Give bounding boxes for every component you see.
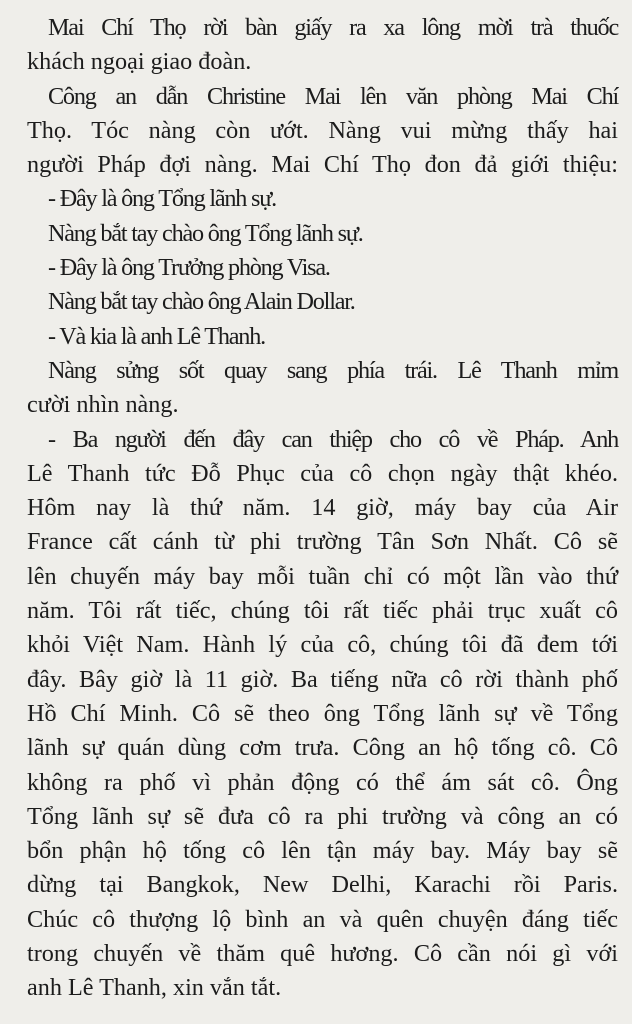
text-line: cười nhìn nàng. — [27, 391, 179, 419]
text-line: lãnh sự quán dùng cơm trưa. Công an hộ tống cô. Cô — [27, 734, 618, 762]
text-line: - Và kia là anh Lê Thanh. — [48, 322, 265, 350]
text-line: anh Lê Thanh, xin vắn tắt. — [27, 974, 282, 1002]
text-line: khỏi Việt Nam. Hành lý của cô, chúng tôi đã đem tới — [27, 631, 618, 659]
text-line: Tổng lãnh sự sẽ đưa cô ra phi trường và công an có — [27, 802, 618, 830]
text-line: Hồ Chí Minh. Cô sẽ theo ông Tổng lãnh sự về Tổng — [27, 699, 618, 727]
text-line: Hôm nay là thứ năm. 14 giờ, máy bay của Air — [27, 494, 618, 522]
text-line: người Pháp đợi nàng. Mai Chí Thọ đon đả giới thiệu: — [27, 151, 618, 179]
text-line: Nàng bắt tay chào ông Tổng lãnh sự. — [48, 219, 363, 247]
text-line: Thọ. Tóc nàng còn ướt. Nàng vui mừng thấy hai — [27, 116, 618, 144]
text-line: - Đây là ông Tổng lãnh sự. — [48, 185, 277, 213]
text-line: trong chuyến về thăm quê hương. Cô cần nói gì với — [27, 940, 618, 968]
text-line: - Đây là ông Trưởng phòng Visa. — [48, 254, 330, 282]
text-line: - Ba người đến đây can thiệp cho cô về Pháp. Anh — [48, 425, 618, 453]
text-line: lên chuyến máy bay mỗi tuần chỉ có một lần vào thứ — [27, 562, 618, 590]
text-line: Lê Thanh tức Đỗ Phục của cô chọn ngày thật khéo. — [27, 459, 618, 487]
text-line: Chúc cô thượng lộ bình an và quên chuyện đáng tiếc — [27, 905, 618, 933]
text-line: đây. Bây giờ là 11 giờ. Ba tiếng nữa cô rời thành phố — [27, 665, 618, 693]
text-line: France cất cánh từ phi trường Tân Sơn Nhất. Cô sẽ — [27, 528, 618, 556]
text-line: khách ngoại giao đoàn. — [27, 48, 252, 76]
text-line: không ra phố vì phản động có thể ám sát cô. Ông — [27, 768, 618, 796]
text-line: Nàng sửng sốt quay sang phía trái. Lê Thanh mỉm — [48, 356, 618, 384]
text-line: bổn phận hộ tống cô lên tận máy bay. Máy bay sẽ — [27, 837, 618, 865]
text-line: Nàng bắt tay chào ông Alain Dollar. — [48, 288, 355, 316]
text-line: Mai Chí Thọ rời bàn giấy ra xa lông mời trà thuốc — [48, 14, 618, 41]
text-line: năm. Tôi rất tiếc, chúng tôi rất tiếc phải trục xuất cô — [27, 597, 618, 625]
text-line: Công an dẫn Christine Mai lên văn phòng Mai Chí — [48, 82, 618, 110]
text-block — [27, 11, 618, 1006]
text-line: dừng tại Bangkok, New Delhi, Karachi rồi Paris. — [27, 871, 618, 899]
